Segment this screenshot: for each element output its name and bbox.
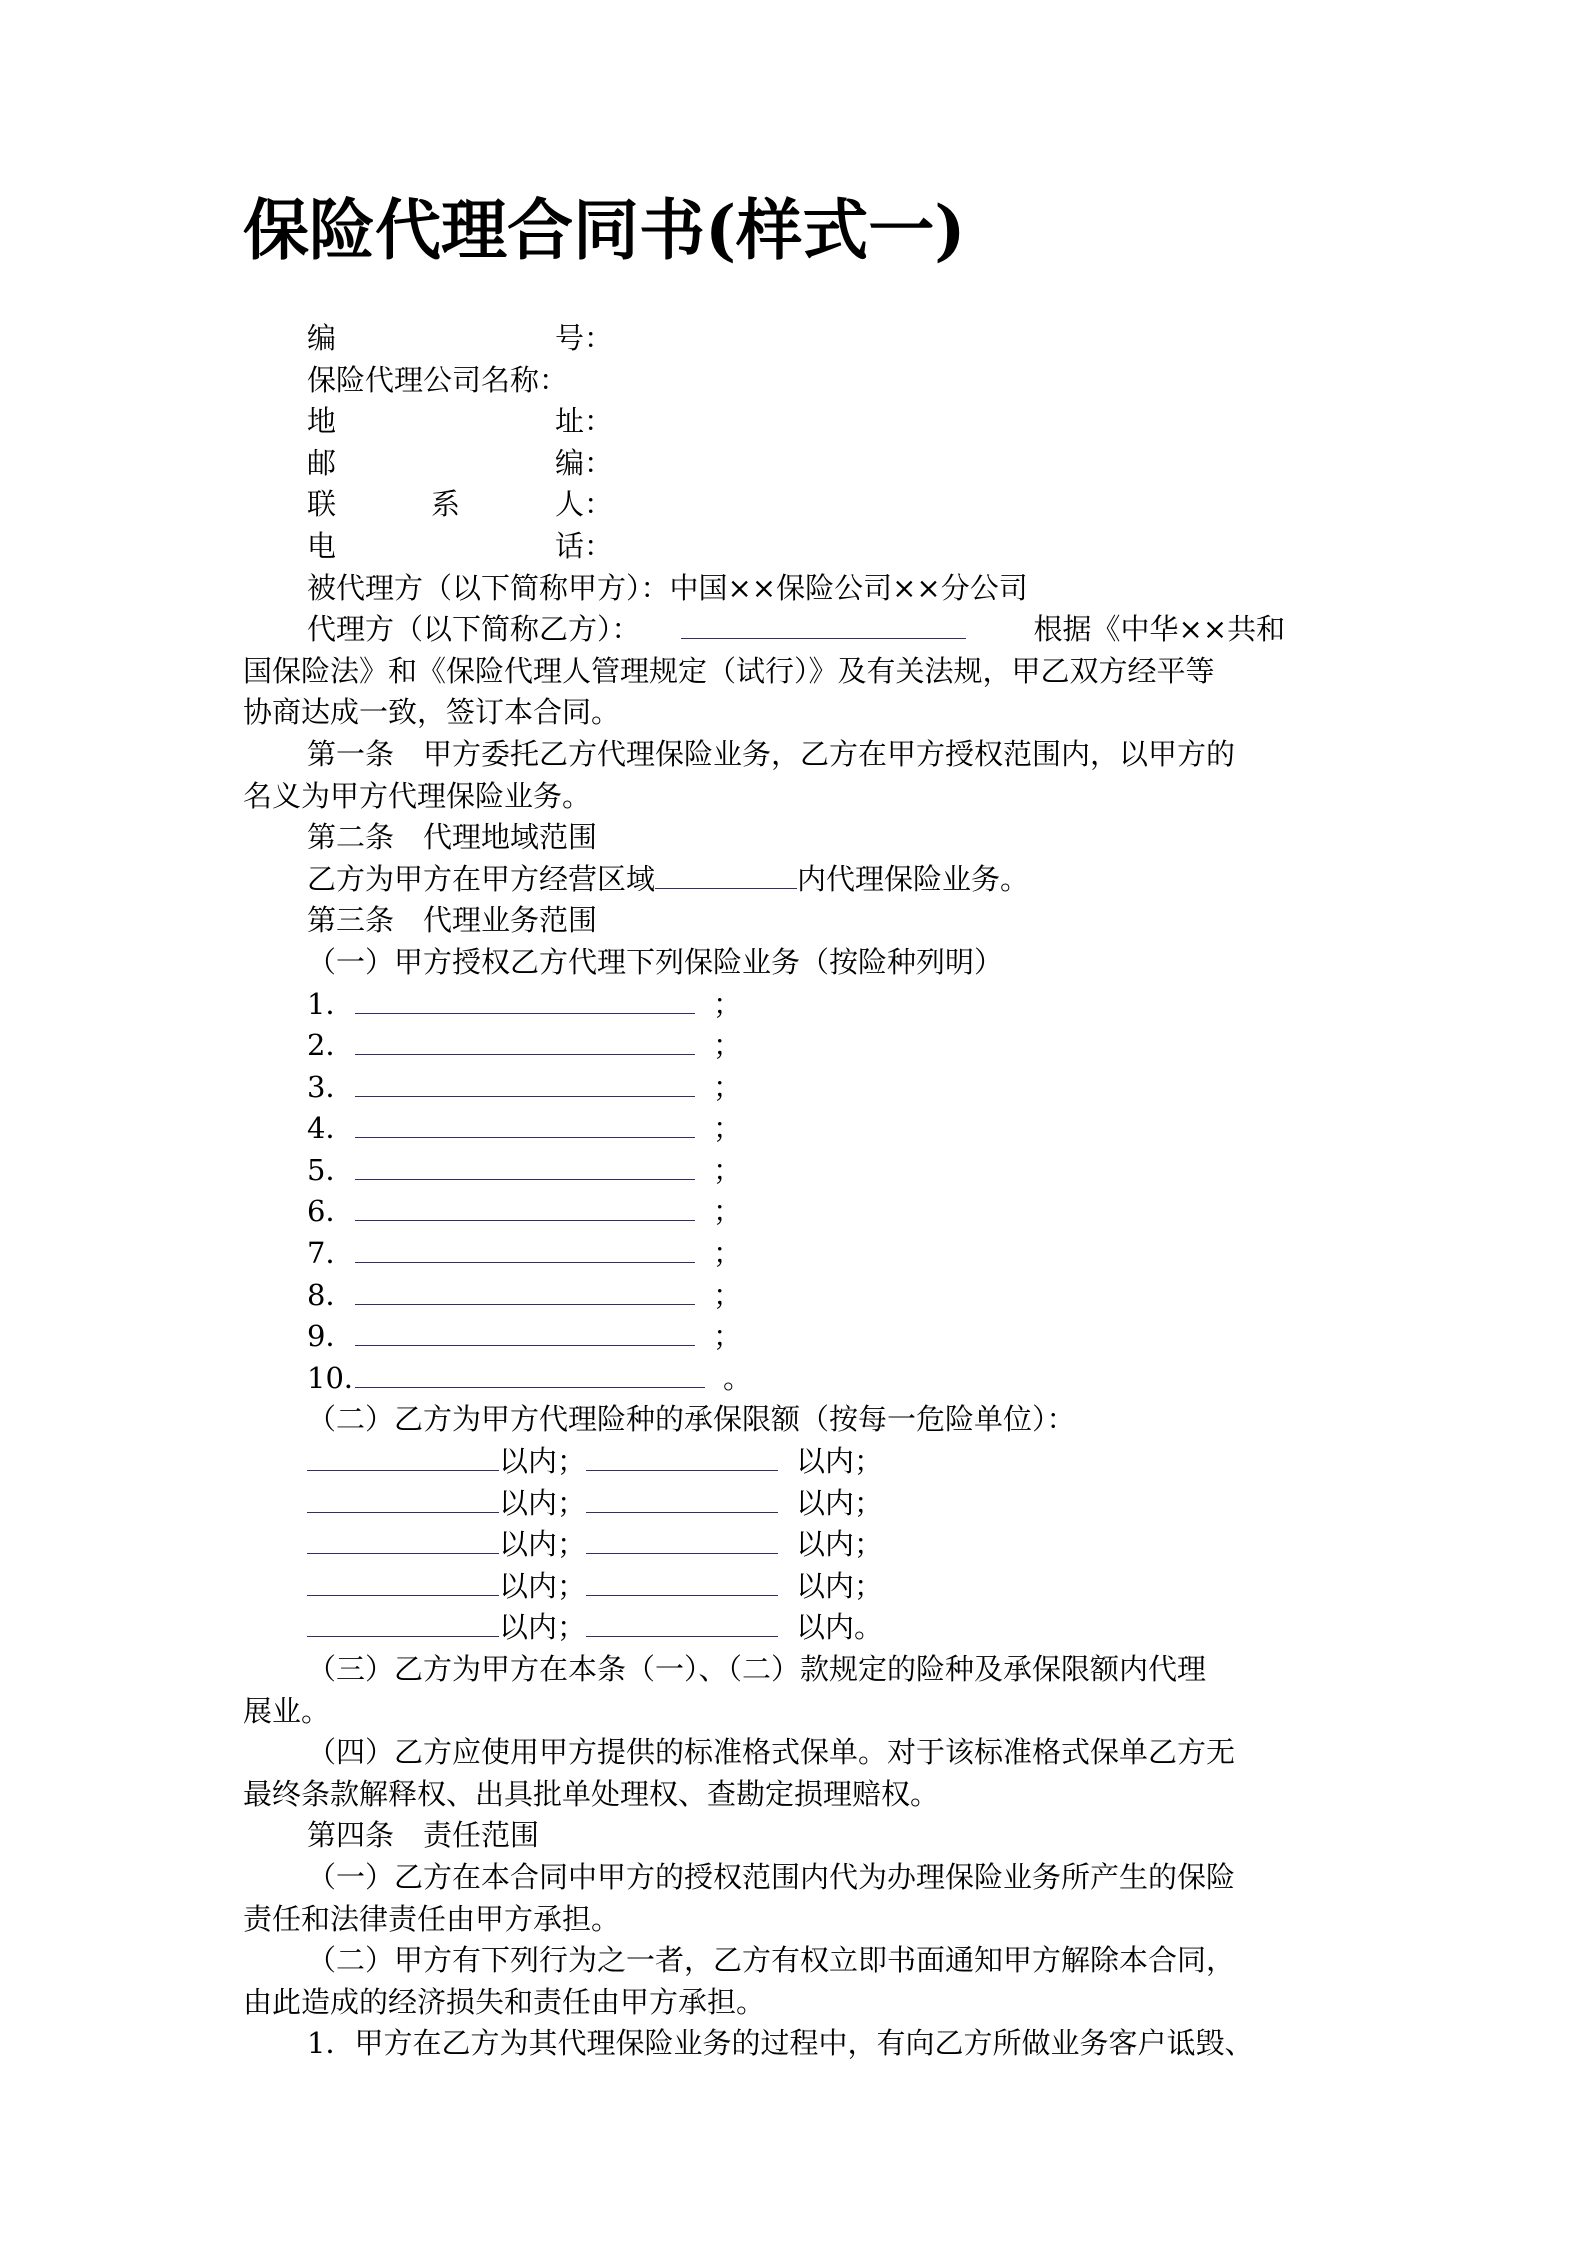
item-end: ；: [713, 1236, 743, 1271]
field-number: 编 号 ：: [307, 321, 614, 355]
article-1: 第一条 甲方委托乙方代理保险业务，乙方在甲方授权范围内，以甲方的: [307, 736, 1236, 771]
item-end: ；: [713, 986, 743, 1021]
item-blank: [355, 1191, 695, 1221]
limit-blank: [307, 1607, 499, 1637]
principal-line: 被代理方（以下简称甲方）：中国××保险公司××分公司: [307, 570, 1028, 605]
item-end: ；: [713, 1194, 743, 1229]
article-4-clause-2-cont: 由此造成的经济损失和责任由甲方承担。: [243, 1984, 766, 2019]
article-3-title: 第三条 代理业务范围: [307, 903, 598, 938]
business-list: [243, 984, 1348, 1400]
item-blank: [355, 1025, 695, 1055]
item-end: ；: [713, 1152, 743, 1187]
item-number: 7．: [307, 1236, 355, 1271]
limit-blank: [586, 1566, 778, 1596]
business-item: [243, 1067, 1348, 1109]
field-phone: 电 话 ：: [307, 528, 614, 563]
item-number: 1．: [307, 986, 355, 1021]
limit-row: [243, 1566, 1348, 1608]
article-4-clause-2-item-1: 1．甲方在乙方为其代理保险业务的过程中，有向乙方所做业务客户诋毁、: [307, 2026, 1254, 2061]
business-item: [243, 1191, 1348, 1233]
business-item: [243, 1358, 1348, 1400]
article-3-clause-4: （四）乙方应使用甲方提供的标准格式保单。对于该标准格式保单乙方无: [307, 1735, 1236, 1770]
item-end: ；: [713, 1111, 743, 1146]
business-item: [243, 1108, 1348, 1150]
article-4-clause-1-cont: 责任和法律责任由甲方承担。: [243, 1901, 621, 1936]
limit-row: [243, 1441, 1348, 1483]
article-3-clause-1: （一）甲方授权乙方代理下列保险业务（按险种列明）: [307, 944, 1004, 979]
item-blank: [355, 1275, 695, 1305]
business-item: [243, 1275, 1348, 1317]
limit-text: 以内；: [796, 1527, 884, 1562]
item-number: 6．: [307, 1194, 355, 1229]
article-2-text: 乙方为甲方在甲方经营区域 内代理保险业务。: [243, 859, 1348, 901]
item-number: 3．: [307, 1069, 355, 1104]
limit-row: [243, 1607, 1348, 1649]
item-blank: [355, 984, 695, 1014]
limit-blank: [586, 1607, 778, 1637]
field-contact: 联 系 人 ：: [307, 487, 614, 522]
article-3-clause-3: （三）乙方为甲方在本条（一）、（二）款规定的险种及承保限额内代理: [307, 1652, 1207, 1686]
article-4-clause-2: （二）甲方有下列行为之一者，乙方有权立即书面通知甲方解除本合同，: [307, 1943, 1236, 1978]
agent-name-blank: [681, 609, 966, 639]
item-number: 5．: [307, 1152, 355, 1187]
item-end: 。: [723, 1360, 753, 1395]
limit-text: 以内；: [499, 1568, 587, 1603]
field-address: 地 址 ：: [307, 404, 614, 439]
item-blank: [355, 1067, 695, 1097]
item-number: 10．: [307, 1360, 373, 1395]
preamble-line: 国保险法》和《保险代理人管理规定（试行）》及有关法规，甲乙双方经平等: [243, 653, 1215, 688]
item-blank: [355, 1150, 695, 1180]
limit-blank: [307, 1441, 499, 1471]
article-3-clause-3-cont: 展业。: [243, 1693, 331, 1728]
limit-text: 以内；: [796, 1568, 884, 1603]
document-title: 保险代理合同书(样式一): [243, 191, 966, 269]
business-item: [243, 1150, 1348, 1192]
item-end: ；: [713, 1028, 743, 1063]
item-number: 4．: [307, 1111, 355, 1146]
agent-line: 代理方（以下简称乙方）： 根据《中华××共和: [243, 609, 1348, 651]
limit-blank: [586, 1441, 778, 1471]
limit-blank: [586, 1483, 778, 1513]
business-item: [243, 1316, 1348, 1358]
limit-text: 以内；: [499, 1610, 587, 1645]
item-number: 8．: [307, 1277, 355, 1312]
item-end: ；: [713, 1319, 743, 1354]
limit-text: 以内；: [499, 1444, 587, 1479]
article-4-clause-1: （一）乙方在本合同中甲方的授权范围内代为办理保险业务所产生的保险: [307, 1859, 1236, 1894]
item-blank: [355, 1233, 695, 1263]
limit-blank: [307, 1566, 499, 1596]
item-end: ；: [713, 1069, 743, 1104]
field-agency-name: 保险代理公司名称 ：: [307, 362, 569, 397]
limit-text: 以内；: [499, 1527, 587, 1562]
item-blank: [355, 1108, 695, 1138]
limit-text: 以内；: [499, 1485, 587, 1520]
limit-text: 以内；: [796, 1444, 884, 1479]
article-3-clause-2: （二）乙方为甲方代理险种的承保限额（按每一危险单位）：: [307, 1402, 1076, 1437]
article-1-cont: 名义为甲方代理保险业务。: [243, 778, 592, 813]
limit-blank: [307, 1524, 499, 1554]
item-number: 2．: [307, 1028, 355, 1063]
region-blank: [655, 859, 797, 889]
business-item: [243, 1233, 1348, 1275]
limit-row: [243, 1524, 1348, 1566]
preamble-line: 协商达成一致，签订本合同。: [243, 695, 621, 730]
limit-blank: [307, 1483, 499, 1513]
limit-text: 以内。: [796, 1610, 884, 1645]
limit-row: [243, 1483, 1348, 1525]
limit-blank: [586, 1524, 778, 1554]
field-postcode: 邮 编 ：: [307, 445, 614, 480]
limit-list: [243, 1441, 1348, 1649]
business-item: [243, 1025, 1348, 1067]
item-blank: [355, 1316, 695, 1346]
item-end: ；: [713, 1277, 743, 1312]
article-2-title: 第二条 代理地域范围: [307, 820, 598, 855]
contract-body: [243, 318, 1348, 2065]
article-4-title: 第四条 责任范围: [307, 1818, 540, 1853]
business-item: [243, 984, 1348, 1026]
limit-text: 以内；: [796, 1485, 884, 1520]
article-3-clause-4-cont: 最终条款解释权、出具批单处理权、查勘定损理赔权。: [243, 1776, 940, 1811]
item-blank: [355, 1358, 705, 1388]
item-number: 9．: [307, 1319, 355, 1354]
